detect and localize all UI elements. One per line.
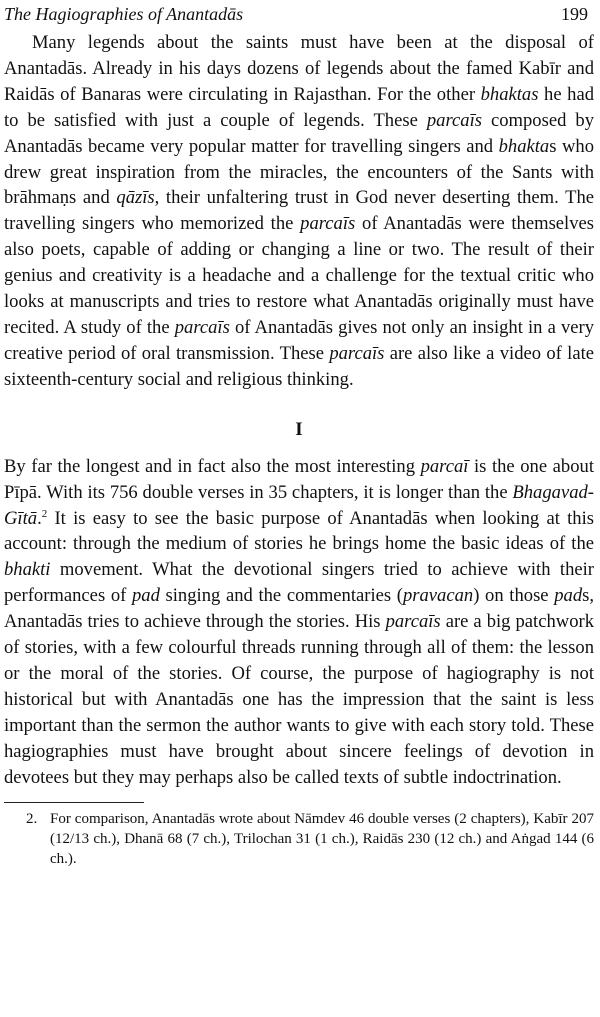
running-head xyxy=(4,0,594,30)
italic-term: bhakti xyxy=(4,559,51,581)
italic-term: parcaīs xyxy=(329,342,385,364)
italic-term: pad xyxy=(131,585,160,607)
body-text xyxy=(4,30,594,790)
text-run: movement. What the devotional singers tried to achieve with their performances of xyxy=(4,559,594,607)
text-run: of Anantadās gives not only an insight in a very creative period of oral transmission. These xyxy=(4,316,595,364)
text-run: ) on those xyxy=(473,585,555,607)
italic-term: bhakta xyxy=(498,135,550,157)
italic-term: parcaīs xyxy=(174,316,230,338)
footnote-marker[interactable]: 2 xyxy=(41,507,48,520)
italic-term: Bhagavad-Gītā xyxy=(4,481,594,529)
running-title: The Hagiographies of Anantadās xyxy=(4,4,244,24)
paragraph-2 xyxy=(4,454,594,791)
text-run: s, Anantadās tries to achieve through the stories. His xyxy=(4,585,594,633)
italic-term: parcaī xyxy=(420,455,469,477)
text-run: is the one about Pīpā. With its 756 double verses in 35 chapters, it is longer than the xyxy=(4,455,594,503)
text-run: . xyxy=(37,507,42,529)
italic-term: pad xyxy=(554,585,583,607)
text-run: of Anantadās were themselves also poets, capable of adding or changing a line or two. The result of their genius and creativity is a headache and a challenge for the textual critic who looks at manuscripts and tries to restore what Anantadās originally must have recited. A study of the xyxy=(4,213,595,338)
footnote-rule xyxy=(4,802,144,803)
text-run: By far the longest and in fact also the most interesting xyxy=(4,455,421,477)
footnote-text: For comparison, Anantadās wrote about Nāmdev 46 double verses (2 chapters), Kabīr 207 (12/13 ch.), Dhanā 68 (7 ch.), Trilochan 31 (1 ch.), Raidās 230 (12 ch.) and Aṅgad 144 (6 ch.). xyxy=(50,811,594,868)
text-run: It is easy to see the basic purpose of Anantadās when looking at this account: through the medium of stories he brings home the basic ideas of the xyxy=(4,507,594,555)
section-number: I xyxy=(295,418,303,440)
italic-term: parcaīs xyxy=(300,213,356,235)
text-run: singing and the commentaries ( xyxy=(159,585,403,607)
italic-term: bhaktas xyxy=(480,83,539,105)
page-number: 199 xyxy=(561,4,588,24)
footnote xyxy=(4,809,594,869)
italic-term: parcaīs xyxy=(426,109,482,131)
footnote-number: 2. xyxy=(26,811,38,828)
text-run: are also like a video of late sixteenth-century social and religious thinking. xyxy=(4,342,594,390)
italic-term: parcaīs xyxy=(385,611,441,633)
text-run: are a big patchwork of stories, with a few colourful threads running through all of them: the lesson or the moral of the stories. Of course, the purpose of hagiography is not historical but with Anantadās one has the impression that the saint is less important than the sermon the author wants to give with each story told. These hagiographies must have brought about sincere feelings of devotion in devotees but they may perhaps also be called texts of subtle indoctrination. xyxy=(4,611,594,788)
paragraph-1 xyxy=(4,30,594,393)
italic-term: pravacan xyxy=(402,585,474,607)
text-run: he had to be satisfied with just a couple of legends. These xyxy=(4,83,594,131)
italic-term: qāzīs xyxy=(116,187,155,209)
text-run: , their unfaltering trust in God never deserting them. The travelling singers who memorized the xyxy=(4,187,594,235)
text-run: composed by Anantadās became very popular matter for travelling singers and xyxy=(4,109,594,157)
text-run: s who drew great inspiration from the miracles, the encounters of the Sants with brāhmaṇs and xyxy=(4,135,595,209)
text-run: Many legends about the saints must have been at the disposal of Anantadās. Already in his days dozens of legends about the famed Kabīr and Raidās of Banaras were circulating in Rajasthan. For the other xyxy=(4,32,594,105)
